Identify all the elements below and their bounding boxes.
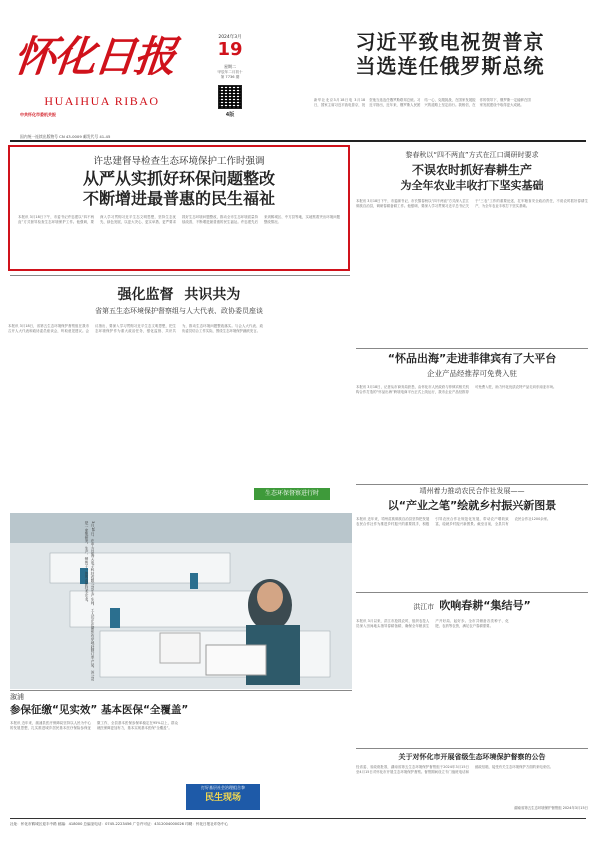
lunar-date: 甲辰年二月初十 bbox=[217, 70, 243, 74]
coop-story-title: 以“产业之笔”绘就乡村振兴新图景 bbox=[387, 499, 557, 512]
masthead-romanized: HUAIHUA RIBAO bbox=[44, 94, 160, 108]
mid-section[interactable] bbox=[8, 276, 350, 506]
footer-rule bbox=[10, 818, 586, 819]
masthead-title: 怀化日报 bbox=[11, 32, 177, 81]
mid-section-title: 强化监督 共识共为 bbox=[117, 287, 241, 303]
qr-code[interactable] bbox=[218, 85, 242, 109]
right-story-title-1: 不误农时抓好春耕生产 bbox=[411, 163, 532, 177]
notice-body: 经省委、省政府批准，湖南省第五生态环境保护督察组于2024年3月15日至4月15日对怀化市开展生态环境保护督察。督察期间设立专门值班电话和邮政信箱，接受有关生态环境保护方面的来电来信。 bbox=[356, 765, 553, 775]
insurance-story-title: 参保征缴“见实效” 基本医保“全覆盖” bbox=[10, 704, 189, 716]
lead-top-body: 新华社北京3月18日电 3月18日，国家主席习近平致电普京，祝贺他当选连任俄罗斯联邦总统。习近平指出，近年来，俄罗斯人民团结一心，克服挑战，在国家发展振兴的道路上坚定前行。我相信，在你的领导下，俄罗斯一定能够在国家发展建设中取得更大成就。 bbox=[314, 98, 531, 108]
photo-caption: 3月18日，在中方县海天电子科技有限公司生产车间，工人们正在紧张有序地赶制订单产品。该公司是一家集研发、生产、销售于一体的高新技术企业。 bbox=[85, 521, 95, 681]
bottom-badge-line2: 民生现场 bbox=[204, 793, 241, 803]
column-badge[interactable] bbox=[254, 488, 330, 500]
weekday: 星期二 bbox=[224, 64, 236, 69]
spring-story-title: 吹响春耕“集结号” bbox=[439, 599, 531, 612]
notice-date: 2024年3月15日 bbox=[562, 806, 588, 810]
divider-photo-bottom bbox=[10, 690, 352, 691]
right-story-title-2: 为全年农业丰收打下坚实基础 bbox=[400, 179, 544, 192]
notice-signature: 湖南省第五生态环境保护督察组 bbox=[514, 806, 562, 810]
date-block bbox=[206, 34, 254, 130]
lead-story-title-1: 从严从实抓好环保问题整改 bbox=[82, 169, 275, 188]
right-story-kicker: 黎春秋以“四不两直”方式在江口调研时要求 bbox=[405, 151, 539, 159]
page-count: 4版 bbox=[225, 112, 235, 118]
spring-story[interactable] bbox=[356, 594, 588, 744]
mall-story[interactable] bbox=[356, 352, 588, 482]
year-month: 2024年3月 bbox=[218, 35, 242, 40]
divider-mid-top bbox=[10, 275, 350, 276]
masthead-publisher-line bbox=[20, 112, 210, 122]
publisher-text: 中共怀化市委机关报 bbox=[20, 112, 56, 117]
lead-top-story[interactable] bbox=[314, 30, 586, 150]
divider-right-spring bbox=[356, 592, 588, 593]
lead-story-body: 本报讯 3月18日下午，市委书记许忠建以“四不两直”方式督导检查生态环境保护工作。他强调，要深入学习贯彻习近平生态文明思想，坚持生态优先、绿色发展，以更大决心、更实举措、更严要求抓好生态环境问题整改，推动全市生态环境质量持续改善，不断增进最普惠的民生福祉。许忠建先后来到鹤城区、中方县等地，实地察看突出环境问题整改情况。 bbox=[18, 215, 340, 225]
masthead-logo bbox=[11, 26, 192, 88]
day-number: 19 bbox=[217, 39, 243, 60]
lead-top-title-2: 当选连任俄罗斯总统 bbox=[355, 54, 545, 78]
right-story-body: 本报讯 3月18日下午，市委副书记、市长黎春秋以“四不两直”方式深入芷江侗族自治县，调研春耕备耕工作。他强调，要深入学习贯彻习近平总书记关于“三农”工作的重要论述，扛牢粮食安全政治责任，不误农时抓好春耕生产，为全年农业丰收打下坚实基础。 bbox=[356, 199, 588, 209]
insurance-story[interactable] bbox=[10, 692, 352, 812]
insurance-story-kicker: 溆浦 bbox=[10, 693, 24, 701]
lead-top-title-1: 习近平致电祝贺普京 bbox=[355, 30, 545, 54]
divider-right-mid bbox=[356, 348, 588, 349]
factory-photo[interactable] bbox=[10, 513, 352, 689]
spring-story-kicker: 洪江市 bbox=[413, 603, 435, 611]
lead-story[interactable] bbox=[8, 145, 350, 271]
masthead-unified-number: 国内统一连续出版物号 CN 43-0009 邮发代号 41-45 bbox=[20, 134, 111, 139]
coop-story-kicker: 靖州着力推动农民合作社发展—— bbox=[419, 487, 525, 495]
insurance-story-body: 本报讯 近年来，溆浦县医疗保障局坚持以人民为中心的发展思想，扎实推进城乡居民基本医疗保险参保征缴工作，全县基本医保参保率稳定在95%以上，群众就医保障更加有力，基本实现基本医保“全覆盖”。 bbox=[10, 721, 178, 731]
masthead-divider bbox=[10, 140, 586, 142]
right-story[interactable] bbox=[356, 150, 588, 350]
issue-number: 第 7736 期 bbox=[220, 75, 240, 79]
notice-title: 关于对怀化市开展省级生态环境保护督察的公告 bbox=[398, 753, 546, 761]
divider-right-notice bbox=[356, 748, 588, 749]
lead-story-title-2: 不断增进最普惠的民生福祉 bbox=[82, 189, 275, 208]
divider-right-coop bbox=[356, 484, 588, 485]
coop-story[interactable] bbox=[356, 486, 588, 592]
coop-story-body: 本报讯 近年来，靖州苗族侗族自治县坚持把发展农民合作社作为推进乡村振兴的重要抓手，积极引导农民合作社规范化发展，带动农户增收致富，绘就乡村振兴新图景。截至目前，全县共有农民合作社1200余家。 bbox=[356, 517, 551, 527]
masthead bbox=[10, 8, 586, 153]
notice-box[interactable] bbox=[356, 752, 588, 816]
bottom-badge[interactable] bbox=[186, 784, 260, 810]
mall-story-subtitle: 企业产品经推荐可免费入驻 bbox=[427, 369, 517, 378]
mid-section-body: 本报讯 3月18日，省第五生态环境保护督察组在我市召开人大代表和政协委员座谈会，听取意见建议。会议指出，要深入学习贯彻习近平生态文明思想，把生态环境保护作为重大政治任务，强化监督、共识共为，推动生态环境问题整改落实。与会人大代表、政协委员结合工作实际，围绕生态环境保护踊跃发言。 bbox=[8, 324, 263, 334]
spring-story-body: 本报讯 3月以来，洪江市抢抓农时，组织农技人员深入田间地头指导春耕备耕，确保全年粮食生产开好局、起好步。全市共储备各类种子、化肥、农药等农资，满足农户春耕需要。 bbox=[356, 619, 509, 629]
bottom-badge-line1: 打好基层社会治理组合拳 bbox=[201, 785, 245, 790]
notice-sign bbox=[356, 805, 588, 810]
mall-story-body: 本报讯 3月18日，记者从市商务局获悉，由怀化市人民政府与菲律宾相关机构合作打造的“怀品出海”跨境电商平台正式上线运行，我市企业产品经推荐可免费入驻，助力怀化优质农特产品走向东南亚市场。 bbox=[356, 385, 557, 395]
mid-section-subtitle: 省第五生态环境保护督察组与人大代表、政协委员座谈 bbox=[95, 307, 263, 315]
page-footer: 社址：怀化市鹤城区迎丰中路 邮编：418000 总编室电话：0745-2223456 广告许可证：4312004000026 印刷：怀化日报社印务中心 bbox=[10, 822, 229, 826]
spring-story-heading bbox=[356, 594, 588, 613]
column-badge-text: 生态环保督察进行时 bbox=[264, 490, 319, 497]
lead-story-kicker: 许忠建督导检查生态环境保护工作时强调 bbox=[93, 156, 265, 167]
mall-story-title: “怀品出海”走进菲律宾有了大平台 bbox=[387, 352, 557, 365]
